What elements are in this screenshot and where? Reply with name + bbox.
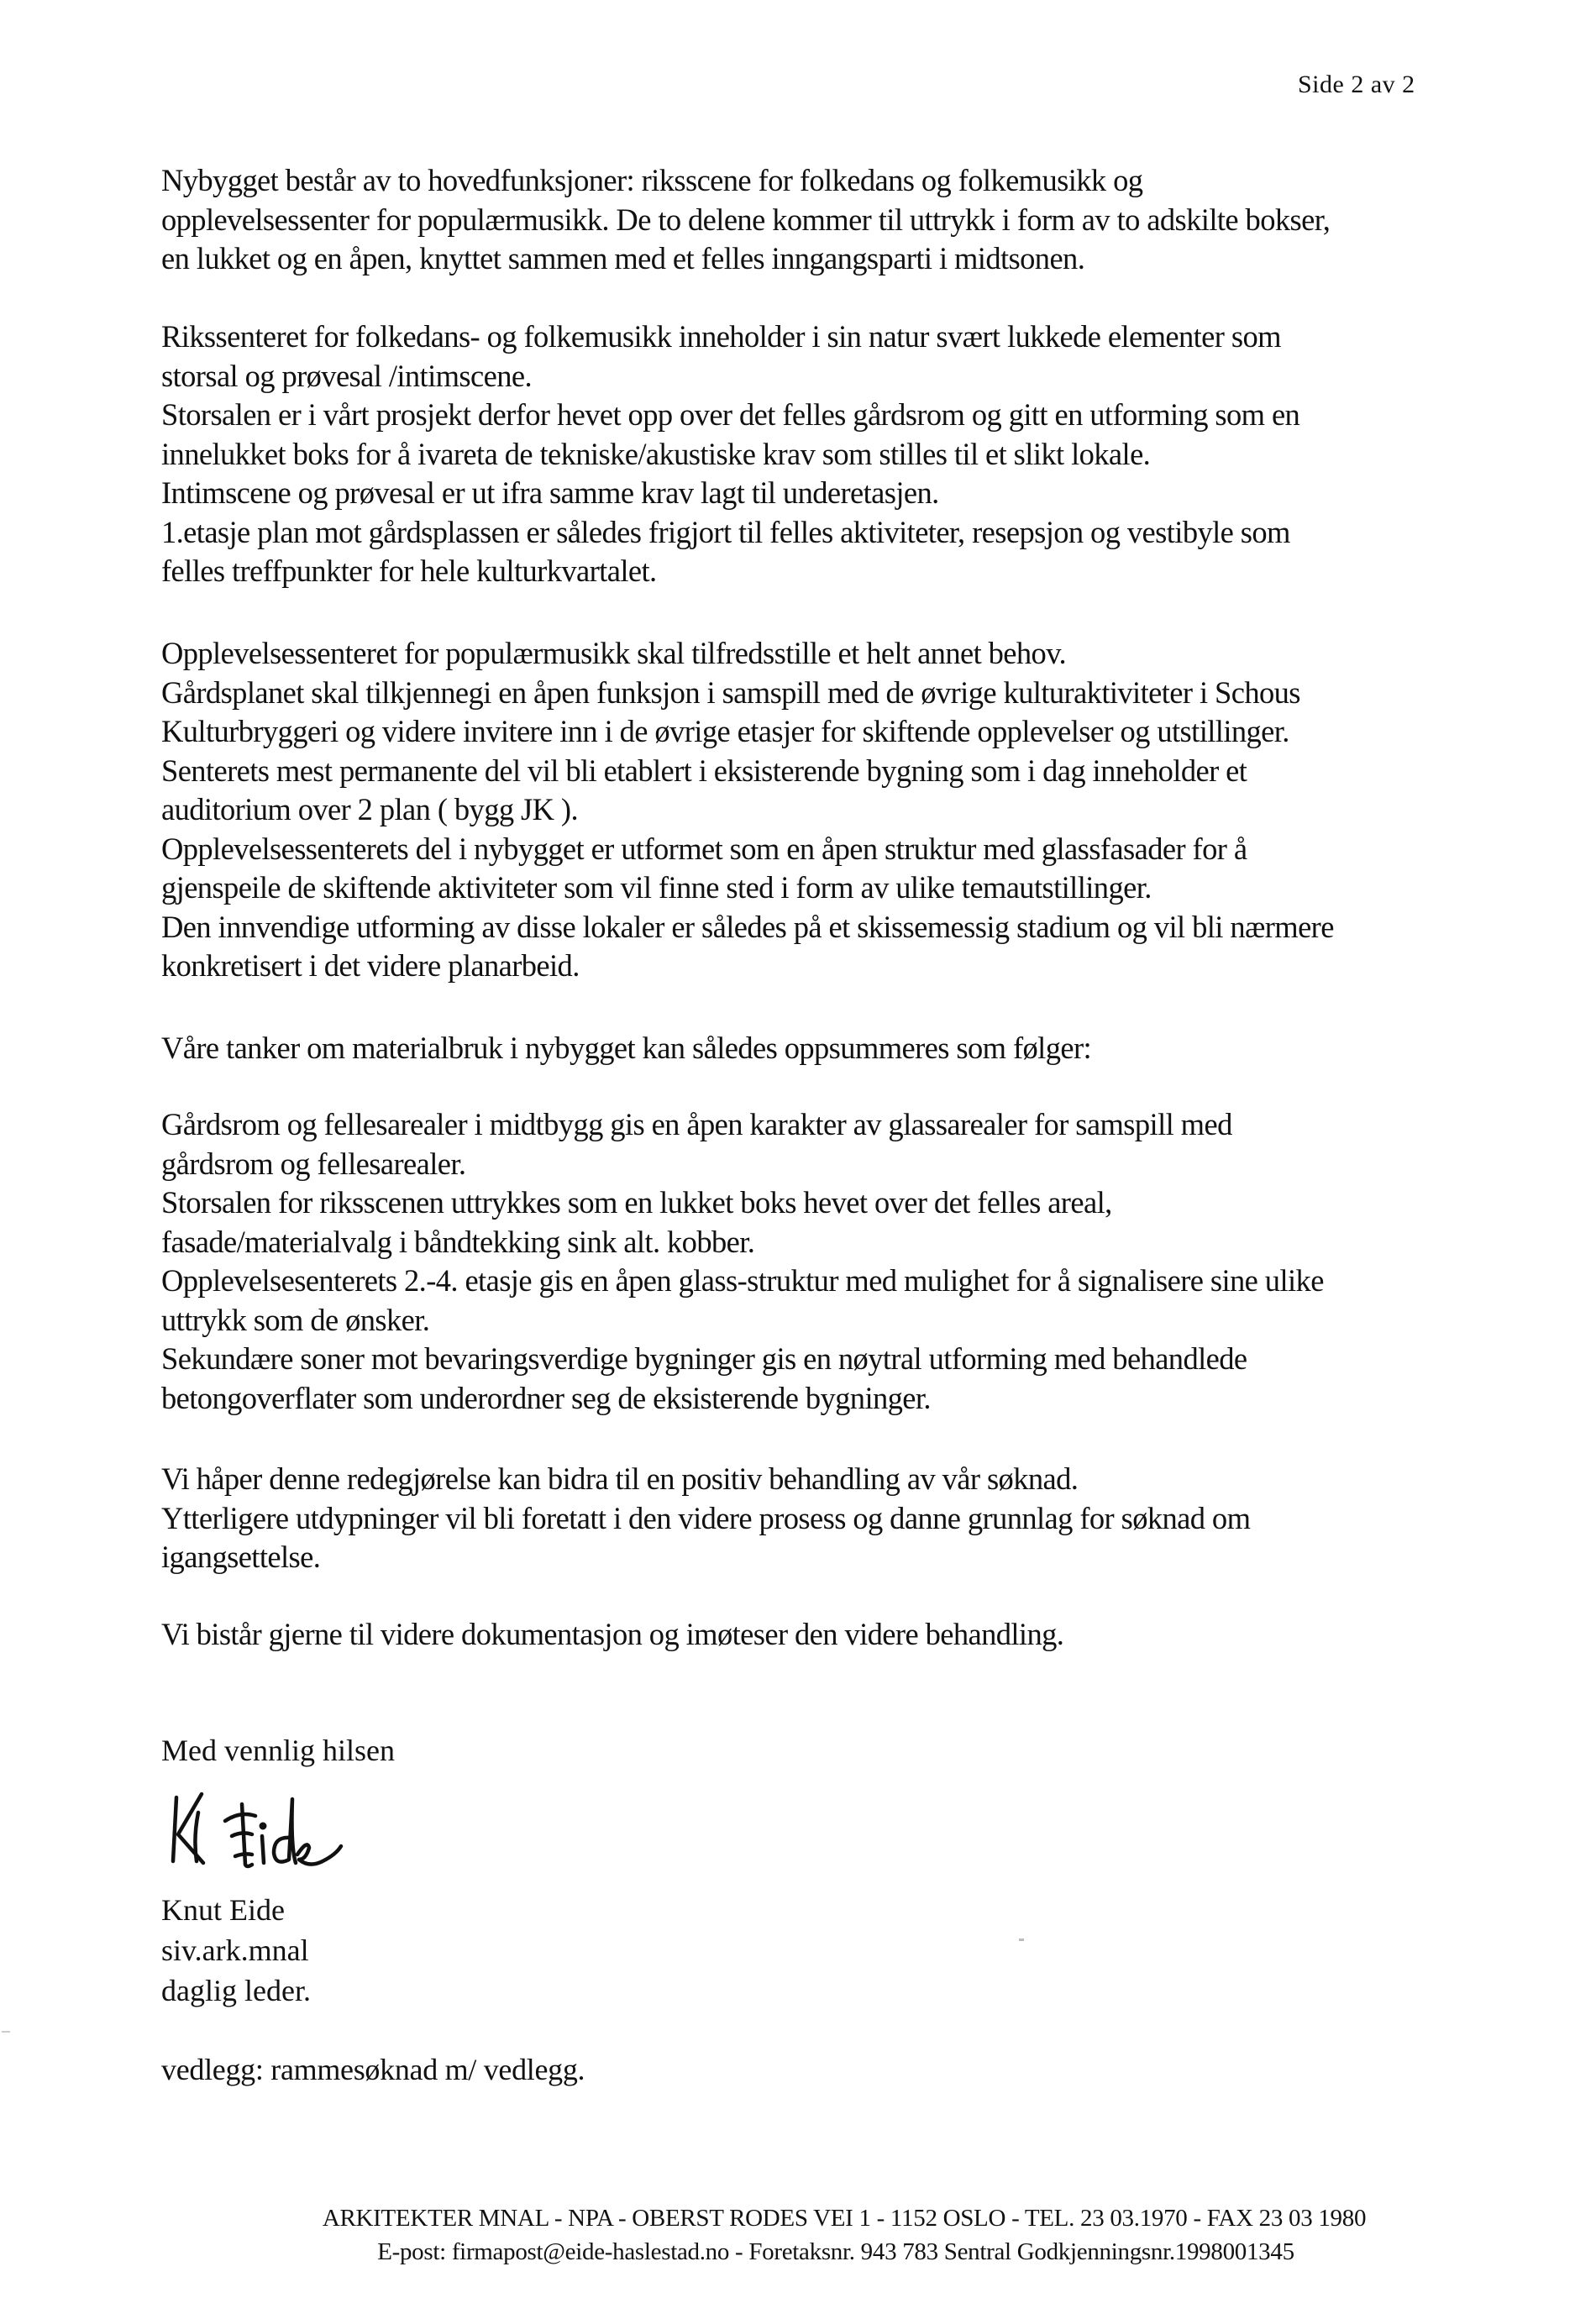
text-line: Opplevelsesenterets 2.-4. etasje gis en åpen glass-struktur med mulighet for å signalisere sine ulike — [161, 1263, 1324, 1298]
text-line: Opplevelsessenteret for populærmusikk skal tilfredsstille et helt annet behov. — [161, 636, 1067, 670]
text-line: storsal og prøvesal /intimscene. — [161, 358, 533, 393]
text-line: Gårdsplanet skal tilkjennegi en åpen funksjon i samspill med de øvrige kulturaktiviteter i Schous — [161, 674, 1300, 710]
paragraph-assist — [161, 1615, 1539, 1655]
text-line: Gårdsrom og fellesarealer i midtbygg gis en åpen karakter av glassarealer for samspill med — [161, 1107, 1232, 1141]
text-line: Intimscene og prøvesal er ut ifra samme krav lagt til underetasjen. — [161, 475, 939, 510]
paragraph-hope — [161, 1460, 1539, 1577]
text-line: gjenspeile de skiftende aktiviteter som vil finne sted i form av ulike temautstillinger. — [161, 870, 1152, 905]
paragraph-intro — [161, 161, 1539, 279]
text-line: Vi håper denne redegjørelse kan bidra til en positiv behandling av vår søknad. — [161, 1461, 1079, 1496]
paragraph-materialbruk-intro — [161, 1029, 1539, 1068]
footer-address: ARKITEKTER MNAL - NPA - OBERST RODES VEI 1 - 1152 OSLO - TEL. 23 03.1970 - FAX 23 03 1980 — [322, 2205, 1367, 2232]
text-line: en lukket og en åpen, knyttet sammen med et felles inngangsparti i midtsonen. — [161, 241, 1085, 275]
paragraph-rikssenter — [161, 317, 1539, 591]
page-number: Side 2 av 2 — [1298, 71, 1415, 98]
text-line: konkretisert i det videre planarbeid. — [161, 948, 580, 983]
signatory-name: Knut Eide — [161, 1893, 285, 1927]
signatory-block — [161, 1890, 311, 2011]
attachment-note: vedlegg: rammesøknad m/ vedlegg. — [161, 2053, 585, 2086]
text-line: Sekundære soner mot bevaringsverdige bygninger gis en nøytral utforming med behandlede — [161, 1341, 1247, 1376]
signature-icon — [165, 1787, 375, 1871]
text-line: Opplevelsessenterets del i nybygget er utformet som en åpen struktur med glassfasader for å — [161, 831, 1247, 866]
text-line: Nybygget består av to hovedfunksjoner: riksscene for folkedans og folkemusikk og — [161, 163, 1143, 197]
text-line: felles treffpunkter for hele kulturkvartalet. — [161, 554, 657, 588]
text-line: opplevelsessenter for populærmusikk. De to delene kommer til uttrykk i form av to adskilte bokser, — [161, 202, 1331, 237]
paragraph-materialbruk — [161, 1105, 1539, 1418]
text-line: Ytterligere utdypninger vil bli foretatt i den videre prosess og danne grunnlag for søknad om — [161, 1500, 1251, 1535]
text-line: Storsalen er i vårt prosjekt derfor hevet opp over det felles gårdsrom og gitt en utforming som en — [161, 397, 1300, 432]
paragraph-opplevelsessenter — [161, 634, 1539, 986]
text-line: Storsalen for riksscenen uttrykkes som en lukket boks hevet over det felles areal, — [161, 1185, 1112, 1220]
text-line: betongoverflater som underordner seg de eksisterende bygninger. — [161, 1380, 931, 1415]
text-line: Vi bistår gjerne til videre dokumentasjon og imøteser den videre behandling. — [161, 1617, 1064, 1651]
text-line: Våre tanker om materialbruk i nybygget kan således oppsummeres som følger: — [161, 1031, 1092, 1065]
text-line: Rikssenteret for folkedans- og folkemusikk inneholder i sin natur svært lukkede elementer som — [161, 319, 1281, 354]
footer-contact: E-post: firmapost@eide-haslestad.no - Foretaksnr. 943 783 Sentral Godkjenningsnr.1998001345 — [377, 2238, 1294, 2265]
text-line: auditorium over 2 plan ( bygg JK ). — [161, 792, 578, 826]
text-line: fasade/materialvalg i båndtekking sink alt. kobber. — [161, 1224, 755, 1259]
text-line: Senterets mest permanente del vil bli etablert i eksisterende bygning som i dag inneholder et — [161, 753, 1247, 788]
text-line: igangsettelse. — [161, 1540, 321, 1574]
text-line: Den innvendige utforming av disse lokaler er således på et skissemessig stadium og vil bli nærmere — [161, 909, 1334, 944]
closing-greeting: Med vennlig hilsen — [161, 1734, 395, 1767]
text-line: uttrykk som de ønsker. — [161, 1302, 430, 1337]
scan-speck — [1019, 1939, 1024, 1941]
text-line: gårdsrom og fellesarealer. — [161, 1146, 466, 1181]
text-line: innelukket boks for å ivareta de tekniske/akustiske krav som stilles til et slikt lokale. — [161, 436, 1151, 471]
signatory-role: daglig leder. — [161, 1974, 311, 2007]
scan-margin-mark — [2, 2031, 10, 2033]
text-line: Kulturbryggeri og videre invitere inn i de øvrige etasjer for skiftende opplevelser og utstillinger. — [161, 714, 1289, 748]
signatory-title: siv.ark.mnal — [161, 1933, 309, 1967]
text-line: 1.etasje plan mot gårdsplassen er således frigjort til felles aktiviteter, resepsjon og vestibyle som — [161, 514, 1290, 549]
